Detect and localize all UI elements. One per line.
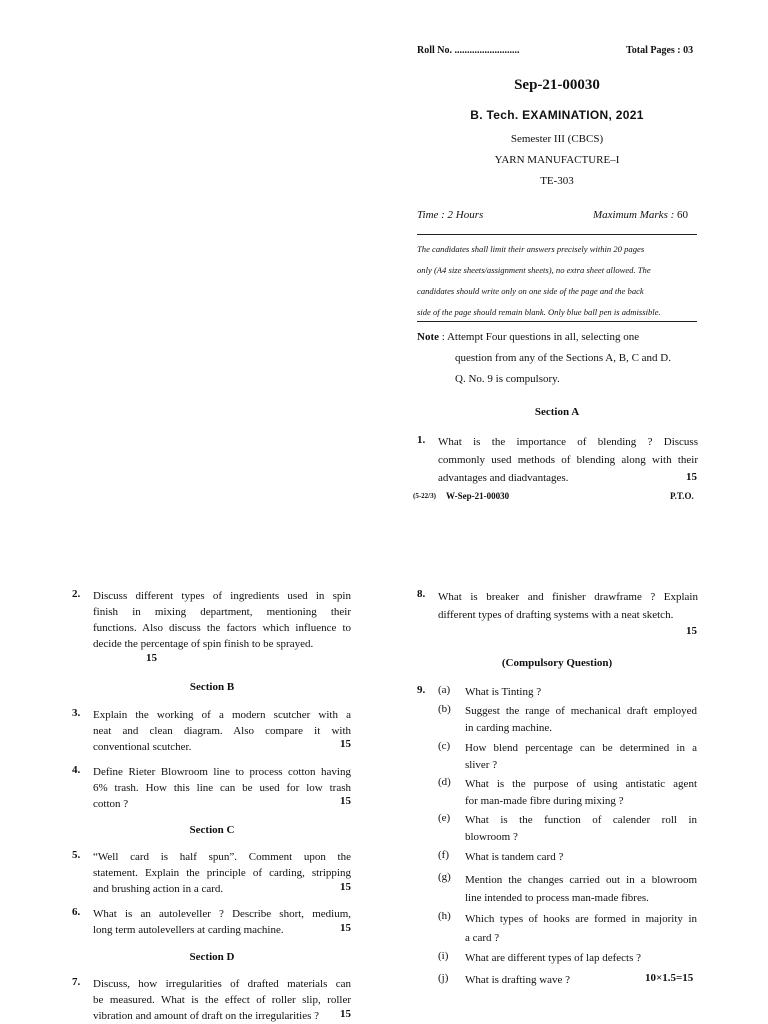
note-line: Q. No. 9 is compulsory.	[455, 373, 560, 385]
question-line: What is an autoleveller ? Describe short, medium,	[93, 908, 351, 920]
subpart-text: What is tandem card ?	[465, 851, 564, 863]
question-line: Explain the working of a modern scutcher with a	[93, 709, 351, 721]
subpart-line: in carding machine.	[465, 722, 553, 734]
question-line: “Well card is half spun”. Comment upon the	[93, 851, 351, 863]
section-c-heading: Section C	[189, 824, 235, 836]
question-number: 8.	[417, 588, 426, 600]
question-marks: 15	[340, 795, 351, 807]
question-number: 1.	[417, 434, 426, 446]
question-line: and brushing action in a card.	[93, 883, 224, 895]
time-allowed: Time : 2 Hours	[417, 209, 484, 221]
question-line: long term autolevellers at carding machine.	[93, 924, 284, 936]
footer-code: (5-22/3)	[413, 492, 436, 500]
question-marks: 15	[340, 922, 351, 934]
question-number: 7.	[72, 976, 81, 988]
section-d-heading: Section D	[189, 951, 235, 963]
subpart-text	[465, 871, 697, 907]
instructions	[417, 239, 699, 323]
question-text	[438, 588, 698, 624]
instruction-line: The candidates shall limit their answers precisely within 20 pages	[417, 244, 645, 254]
question-marks: 15	[340, 881, 351, 893]
subpart-line: Mention the changes carried out in a blowroom	[465, 874, 697, 886]
note-label: Note	[417, 331, 439, 343]
subpart-line: blowroom ?	[465, 831, 518, 843]
subpart-text	[465, 703, 697, 737]
question-line: advantages and diadvantages.	[438, 472, 569, 484]
total-pages: Total Pages : 03	[626, 45, 694, 56]
subpart-label: (a)	[438, 684, 451, 696]
subpart-line: How blend percentage can be determined in a	[465, 742, 697, 754]
section-b-heading: Section B	[189, 681, 235, 693]
subpart-label: (g)	[438, 871, 451, 883]
subpart-text	[465, 740, 697, 774]
question-line: statement. Explain the principle of carding, stripping	[93, 867, 351, 879]
subpart-line: a card ?	[465, 932, 500, 944]
subpart-label: (f)	[438, 849, 449, 861]
question-text	[438, 433, 698, 487]
subpart-line: Suggest the range of mechanical draft employed	[465, 705, 697, 717]
course-code: TE-303	[540, 175, 574, 187]
instructions-top-rule	[417, 234, 697, 235]
subpart-text: What is Tinting ?	[465, 686, 542, 698]
subpart-label: (c)	[438, 740, 451, 752]
question-line: finish in mixing department, mentioning their	[93, 606, 351, 618]
question-text	[93, 906, 351, 938]
question-number: 2.	[72, 588, 81, 600]
question-marks: 15	[340, 1008, 351, 1020]
question-line: vibration and amount of draft on the irregularities ?	[93, 1010, 320, 1022]
question-number: 6.	[72, 906, 81, 918]
subpart-label: (b)	[438, 703, 451, 715]
maximum-marks-value: 60	[677, 209, 689, 221]
subpart-label: (d)	[438, 776, 451, 788]
subpart-label: (i)	[438, 950, 449, 962]
question-line: Discuss different types of ingredients used in spin	[93, 590, 351, 602]
compulsory-heading: (Compulsory Question)	[501, 657, 613, 669]
question-line: Discuss, how irregularities of drafted materials can	[93, 978, 351, 990]
question-marks: 15	[340, 738, 351, 750]
section-a-heading: Section A	[534, 406, 580, 418]
note-line: : Attempt Four questions in all, selecting one	[441, 331, 640, 343]
question-marks: 15	[146, 652, 157, 664]
subpart-label: (j)	[438, 972, 449, 984]
subpart-line: Which types of hooks are formed in majority in	[465, 913, 697, 925]
roll-number: Roll No. ..........................	[417, 45, 520, 56]
subpart-line: sliver ?	[465, 759, 498, 771]
subpart-text	[465, 812, 697, 846]
instruction-line: only (A4 size sheets/assignment sheets), no extra sheet allowed. The	[417, 265, 651, 275]
question-marks: 10×1.5=15	[645, 972, 694, 984]
question-text	[93, 588, 351, 652]
question-number: 9.	[417, 684, 426, 696]
footer-reference: W-Sep-21-00030	[446, 491, 510, 501]
question-line: commonly used methods of blending along with their	[438, 454, 698, 466]
question-line: What is breaker and finisher drawframe ? Explain	[438, 591, 698, 603]
subpart-label: (h)	[438, 910, 451, 922]
question-number: 3.	[72, 707, 81, 719]
subject: YARN MANUFACTURE–I	[494, 154, 620, 166]
question-line: different types of drafting systems with a neat sketch.	[438, 609, 674, 621]
instruction-line: candidates should write only on one side of the page and the back	[417, 286, 644, 296]
question-line: 6% trash. How this line can be used for low trash	[93, 782, 351, 794]
page-turn-over: P.T.O.	[670, 491, 694, 501]
question-line: What is the importance of blending ? Discuss	[438, 436, 698, 448]
subpart-text	[465, 776, 697, 810]
question-line: be measured. What is the effect of roller slip, roller	[93, 994, 351, 1006]
subpart-text: What are different types of lap defects ?	[465, 952, 642, 964]
paper-code: Sep-21-00030	[514, 77, 600, 93]
subpart-line: for man-made fibre during mixing ?	[465, 795, 624, 807]
subpart-line: What is the purpose of using antistatic agent	[465, 778, 697, 790]
instructions-bottom-rule	[417, 321, 697, 322]
maximum-marks	[593, 209, 688, 221]
question-text	[93, 764, 351, 812]
question-marks: 15	[686, 625, 697, 637]
subpart-text: What is drafting wave ?	[465, 974, 571, 986]
subpart-label: (e)	[438, 812, 451, 824]
question-marks: 15	[686, 471, 697, 483]
instruction-line: side of the page should remain blank. Only blue ball pen is admissible.	[417, 307, 661, 317]
note-line: question from any of the Sections A, B, C and D.	[455, 352, 672, 364]
semester: Semester III (CBCS)	[510, 133, 604, 145]
question-line: Define Rieter Blowroom line to process cotton having	[93, 766, 351, 778]
exam-title: B. Tech. EXAMINATION, 2021	[470, 108, 644, 122]
question-line: conventional scutcher.	[93, 741, 192, 753]
subpart-text	[465, 910, 697, 948]
subpart-line: line intended to process man-made fibres.	[465, 892, 649, 904]
question-number: 5.	[72, 849, 81, 861]
question-line: neat and clean diagram. Also compare it with	[93, 725, 351, 737]
question-line: functions. Also discuss the factors which influence to	[93, 622, 351, 634]
question-text	[93, 849, 351, 897]
question-line: decide the percentage of spin finish to be sprayed.	[93, 638, 314, 650]
maximum-marks-label: Maximum Marks :	[593, 209, 675, 221]
question-text	[93, 976, 351, 1024]
question-number: 4.	[72, 764, 81, 776]
question-line: cotton ?	[93, 798, 129, 810]
subpart-line: What is the function of calender roll in	[465, 814, 697, 826]
question-text	[93, 707, 351, 755]
